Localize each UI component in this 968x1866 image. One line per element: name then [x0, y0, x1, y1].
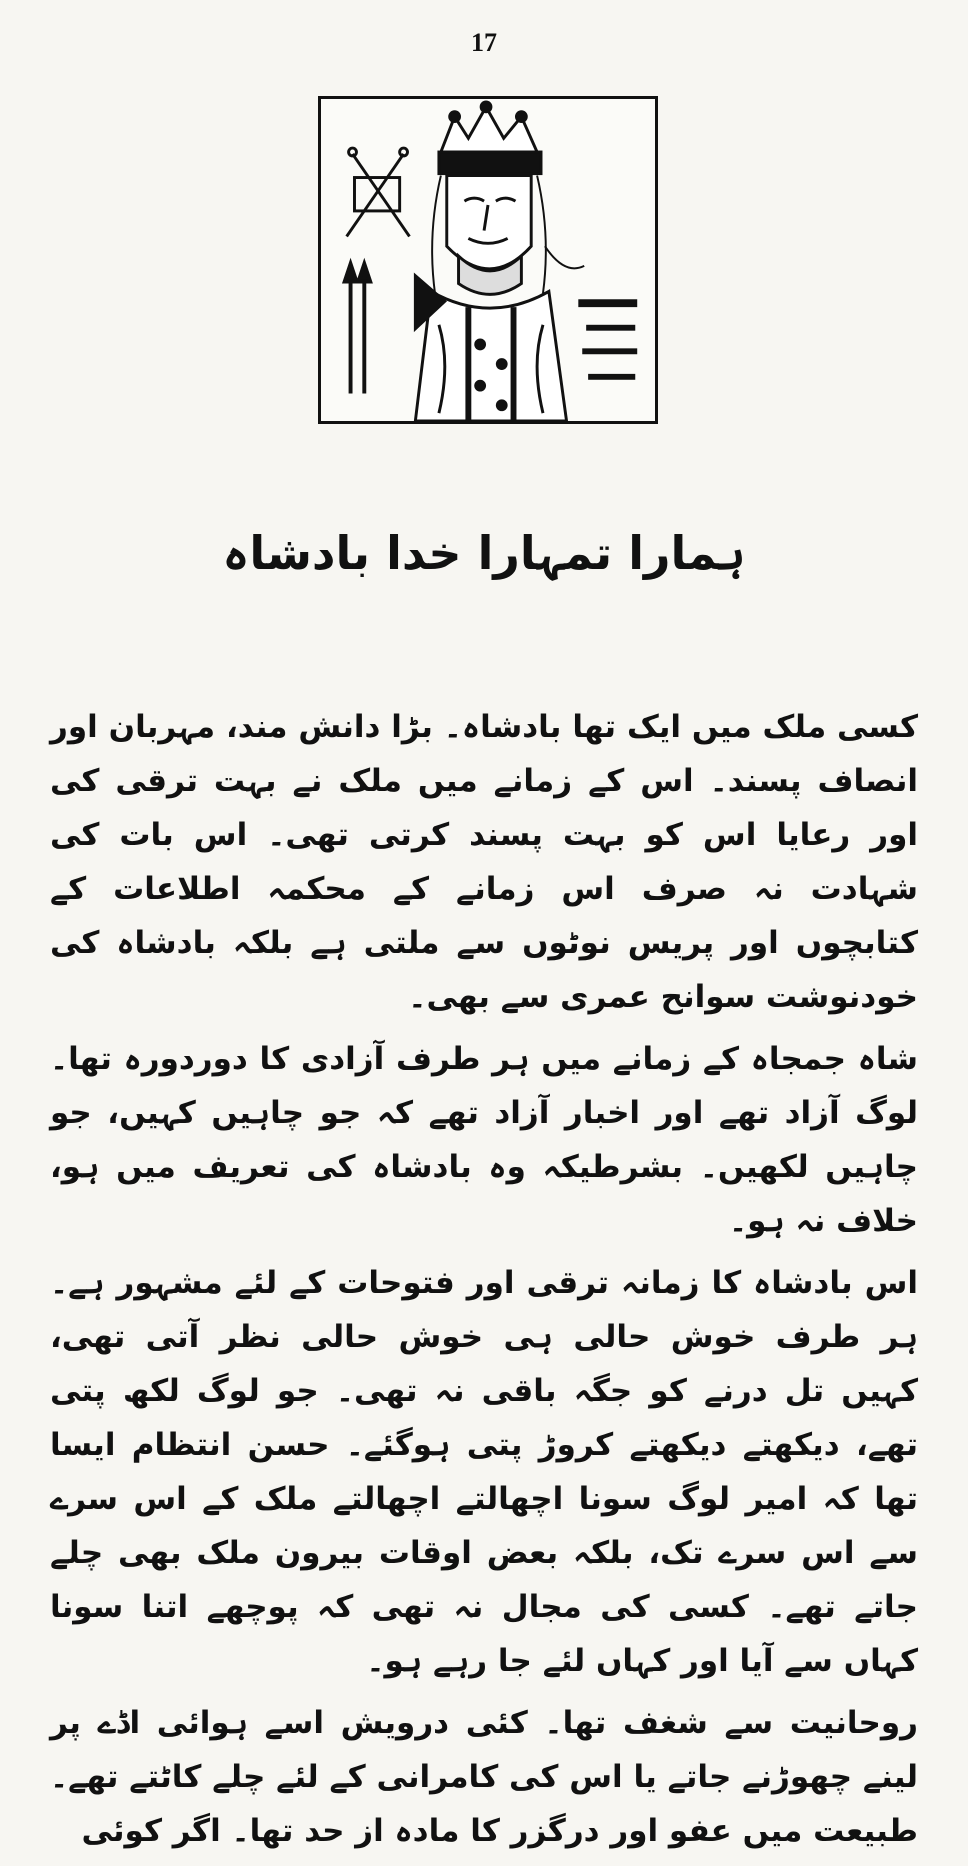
- paragraph: روحانیت سے شغف تھا۔ کئی درویش اسے ہوائی اڈے پر لینے چھوڑنے جاتے یا اس کی کامرانی کے لئے چلے کاٹتے تھے۔ طبیعت میں عفو اور درگزر کا مادہ از حد تھا۔ اگر کوئی: [50, 1705, 918, 1849]
- paragraph: اس بادشاہ کا زمانہ ترقی اور فتوحات کے لئے مشہور ہے۔ ہر طرف خوش حالی ہی خوش حالی نظر آتی تھی، کہیں تل درنے کو جگہ باقی نہ تھی۔ جو لوگ لکھ پتی تھے، دیکھتے دیکھتے کروڑ پتی ہوگئے۔ حسن انتظام ایسا تھا کہ امیر لوگ سونا اچھالتے اچھالتے ملک کے اس سرے سے اس سرے تک، بلکہ بعض اوقات بیرون ملک بھی چلے جاتے تھے۔ کسی کی مجال نہ تھی کہ پوچھے اتنا سونا کہاں سے آیا اور کہاں لئے جا رہے ہو۔: [50, 1265, 918, 1679]
- page-number: 17: [471, 28, 497, 57]
- king-playing-card-icon: [321, 99, 655, 421]
- article-title: ہمارا تمہارا خدا بادشاہ: [222, 526, 746, 580]
- king-card-illustration: [318, 96, 658, 424]
- paragraph: کسی ملک میں ایک تھا بادشاہ۔ بڑا دانش مند، مہربان اور انصاف پسند۔ اس کے زمانے میں ملک نے بہت ترقی کی اور رعایا اس کو بہت پسند کرتی تھی۔ اس بات کی شہادت نہ صرف اس زمانے کے محکمہ اطلاعات کے کتابچوں اور پریس نوٹوں سے ملتی ہے بلکہ بادشاہ کی خودنوشت سوانح عمری سے بھی۔: [50, 709, 918, 1015]
- paragraph: شاہ جمجاہ کے زمانے میں ہر طرف آزادی کا دوردورہ تھا۔ لوگ آزاد تھے اور اخبار آزاد تھے کہ جو چاہیں کہیں، جو چاہیں لکھیں۔ بشرطیکہ وہ بادشاہ کی تعریف میں ہو، خلاف نہ ہو۔: [50, 1041, 918, 1239]
- article-body: [50, 700, 918, 1866]
